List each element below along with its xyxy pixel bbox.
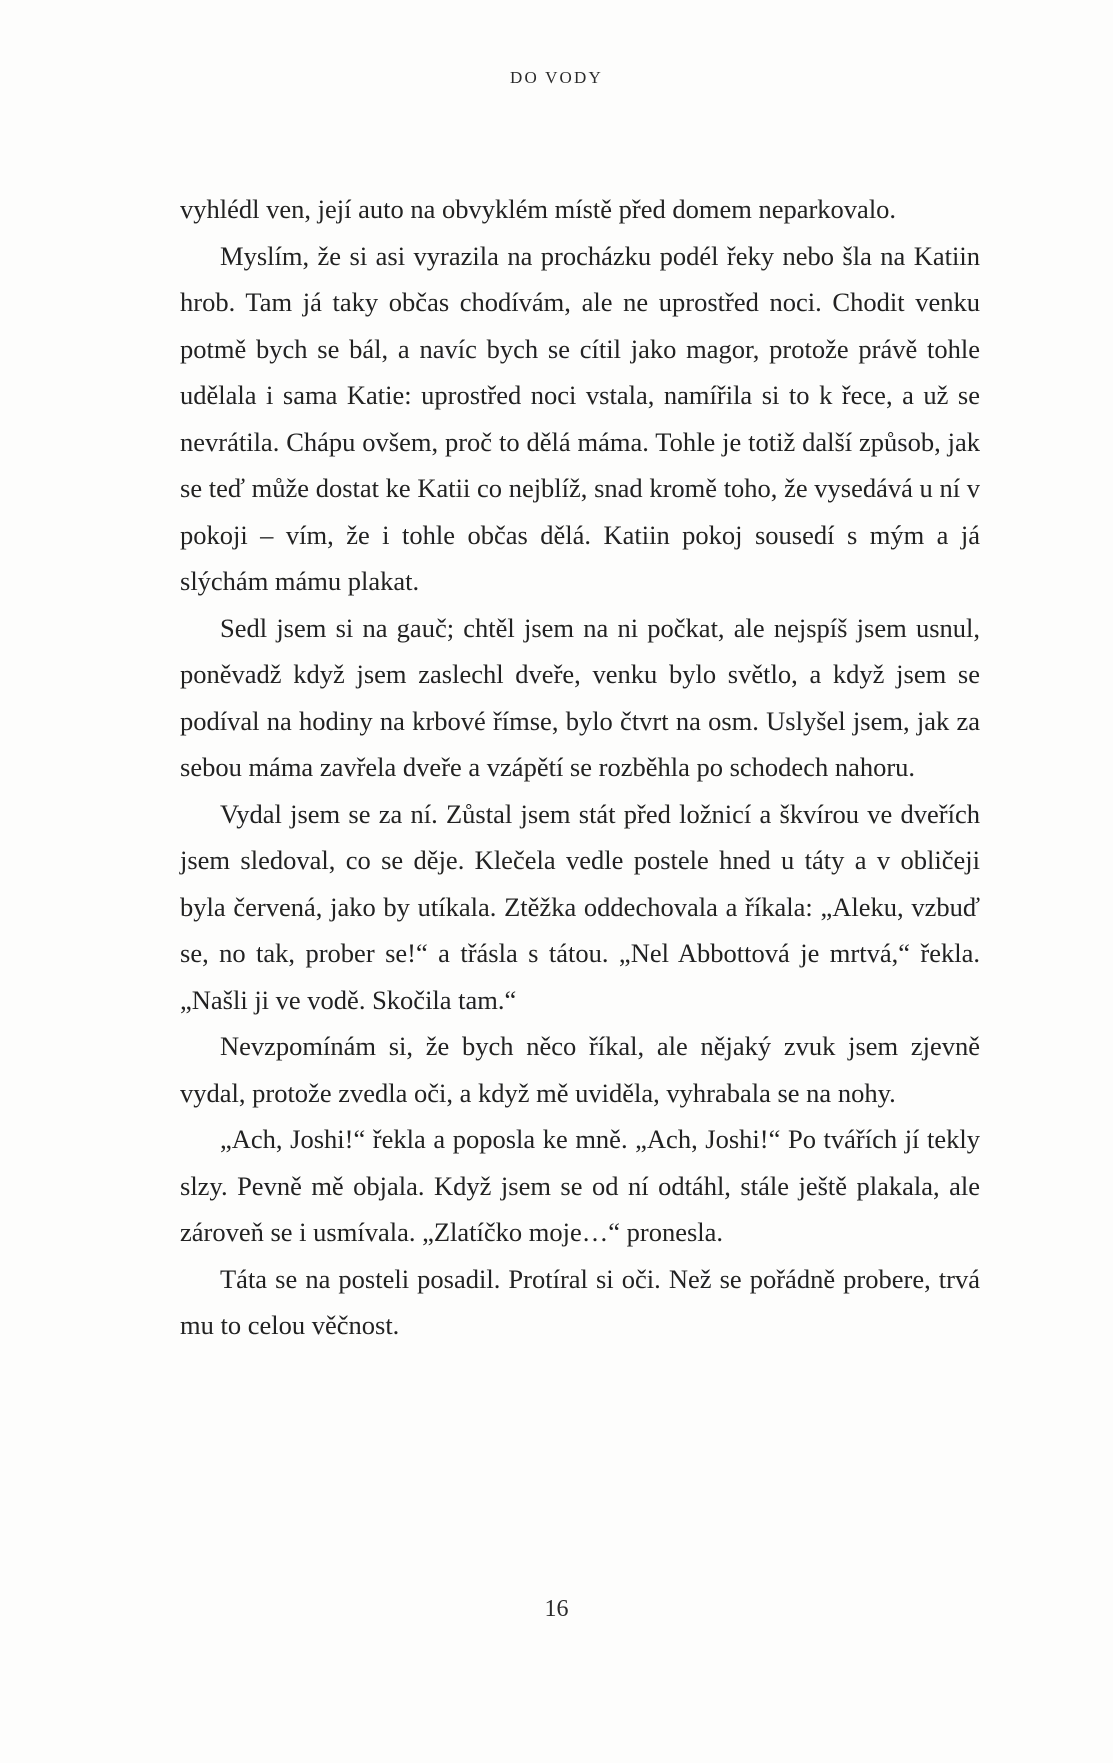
paragraph: Táta se na posteli posadil. Protíral si oči. Než se pořádně probere, trvá mu to celou věčnost. [180, 1263, 980, 1340]
paragraph: „Ach, Joshi!“ řekla a poposla ke mně. „Ach, Joshi!“ Po tvářích jí tekly slzy. Pevně mě objala. Když jsem se od ní odtáhl, stále ještě plakala, ale zároveň se i usmívala. „Zlatíčko moje…“ pronesla. [180, 1124, 980, 1247]
paragraph: Nevzpomínám si, že bych něco říkal, ale nějaký zvuk jsem zjevně vydal, protože zvedla oči, a když mě uviděla, vyhrabala se na nohy. [180, 1031, 980, 1108]
page-number: 16 [544, 1596, 569, 1622]
paragraph: Vydal jsem se za ní. Zůstal jsem stát před ložnicí a škvírou ve dveřích jsem sledoval, co se děje. Klečela vedle postele hned u táty a v obličeji byla červená, jako by utíkala. Ztěžka oddechovala a říkala: „Aleku, vzbuď se, no tak, prober se!“ a třásla s tátou. „Nel Abbottová je mrtvá,“ řekla. „Našli ji ve vodě. Skočila tam.“ [180, 798, 980, 1015]
paragraph: Sedl jsem si na gauč; chtěl jsem na ni počkat, ale nejspíš jsem usnul, poněvadž když jsem zaslechl dveře, venku bylo světlo, a když jsem se podíval na hodiny na krbové římse, bylo čtvrt na osm. Uslyšel jsem, jak za sebou máma zavřela dveře a vzápětí se rozběhla po schodech nahoru. [180, 612, 980, 782]
body-text [180, 186, 980, 1349]
running-head: DO VODY [509, 68, 603, 87]
paragraph: Myslím, že si asi vyrazila na procházku podél řeky nebo šla na Katiin hrob. Tam já taky občas chodívám, ale ne uprostřed noci. Chodit venku potmě bych se bál, a navíc bych se cítil jako magor, protože právě tohle udělala i sama Katie: uprostřed noci vstala, namířila si to k řece, a už se nevrátila. Chápu ovšem, proč to dělá máma. Tohle je totiž další způsob, jak se teď může dostat ke Katii co nejblíž, snad kromě toho, že vysedává u ní v pokoji – vím, že i tohle občas dělá. Katiin pokoj sousedí s mým a já slýchám mámu plakat. [180, 240, 980, 596]
paragraph: vyhlédl ven, její auto na obvyklém místě před domem neparkovalo. [180, 194, 897, 224]
